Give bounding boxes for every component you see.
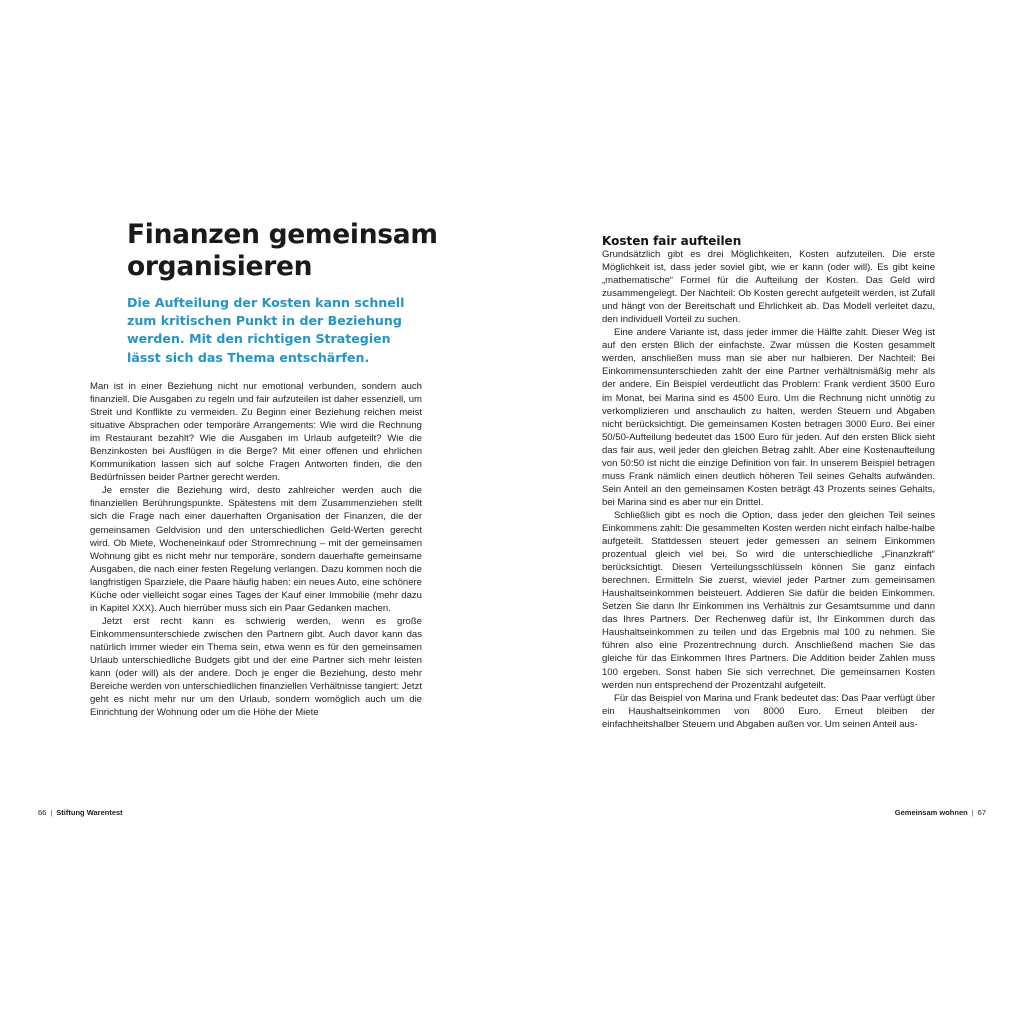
folio-publisher: Stiftung Warentest: [56, 808, 123, 817]
right-page: [512, 0, 1024, 1024]
body-paragraph: Je ernster die Beziehung wird, desto zahlreicher werden auch die finanziellen Berührungspunkte. Spätestens mit dem Zusammenziehen stellt sich die Frage nach einer dauerhaften Organisation der Finanzen, die der gemeinsamen Geldvision und den unterschiedlichen Geld-Werten gerecht wird. Ob Miete, Wocheneinkauf oder Stromrechnung – mit der gemeinsamen Wohnung gibt es nicht mehr nur temporäre, sondern dauerhafte gemeinsame Ausgaben, die nach einer festen Regelung verlangen. Dazu kommen noch die langfristigen Sparziele, die Paare häufig haben: ein neues Auto, eine schönere Küche oder vielleicht sogar eines Tages der Kauf einer Immobilie (mehr dazu in Kapitel XXX). Auch hierrüber muss sich ein Paar Gedanken machen.: [90, 485, 422, 614]
folio-separator: |: [50, 808, 53, 817]
folio-chapter: Gemeinsam wohnen: [894, 808, 968, 817]
chapter-title: Finanzen gemeinsam organisieren: [127, 219, 438, 282]
folio-separator: |: [971, 808, 974, 817]
page-number: 66: [38, 808, 47, 817]
body-paragraph: Man ist in einer Beziehung nicht nur emotional verbunden, sondern auch finanziell. Die Ausgaben zu regeln und fair aufzuteilen ist daher essenziell, um Streit und Konflikte zu vermeiden. Zu Beginn einer Beziehung reichen meist situative Absprachen oder temporäre Arrangements: Wie wird die Rechnung im Restaurant bezahlt? Wie die Ausgaben im Urlaub aufgeteilt? Wie die Benzinkosten bei Ausflügen in die Berge? Mit einer offenen und ehrlichen Kommunikation lassen sich auf solche Fragen Antworten finden, die den Bedürfnissen beider Partner gerecht werden.: [90, 381, 422, 484]
right-folio: [895, 808, 986, 818]
body-paragraph: Schließlich gibt es noch die Option, dass jeder den gleichen Teil seines Einkommens zahlt: Die gesammelten Kosten werden nicht einfach halbe-halbe aufgeteilt. Stattdessen steuert jeder gemessen an seinem Einkommen prozentual gleich viel bei. So wird die unterschiedliche „Finanzkraft“ berücksichtigt. Diesen Verteilungsschlüsseln können Sie ganz einfach berechnen. Ermitteln Sie zuerst, wieviel jeder Partner zum gemeinsamen Haushaltseinkommen beisteuert. Addieren Sie dafür die beiden Einkommen. Setzen Sie dann Ihr Einkommen ins Verhältnis zur Gesamtsumme und dann das Ihres Partners. Der Rechenweg dafür ist, Ihr Einkommen durch das Haushaltseinkommen zu teilen und das Ergebnis mal 100 zu nehmen. Sie führen also eine Prozentrechnung durch. Anschließend machen Sie das gleiche für das Einkommen Ihres Partners. Die Addition beider Zahlen muss 100 ergeben. Sonst haben Sie sich verrechnet. Die gemeinsamen Kosten werden nun entsprechend der Prozentzahl aufgeteilt.: [602, 509, 935, 691]
body-paragraph: Für das Beispiel von Marina und Frank bedeutet das: Das Paar verfügt über ein Haushaltseinkommen von 8000 Euro. Erneut bleiben der einfachheitshalber Steuern und Abgaben außen vor. Um seinen Anteil aus-: [602, 692, 935, 730]
left-body-column: [90, 380, 422, 719]
page-number: 67: [977, 808, 986, 817]
lead-paragraph: Die Aufteilung der Kosten kann schnell zum kritischen Punkt in der Beziehung werden. Mit den richtigen Strategien lässt sich das Thema entschärfen.: [127, 295, 405, 365]
left-folio: [38, 808, 123, 818]
body-paragraph: Jetzt erst recht kann es schwierig werden, wenn es große Einkommensunterschiede zwischen den Partnern gibt. Auch davor kann das natürlich immer wieder ein Thema sein, etwa wenn es für den gemeinsamen Urlaub unterschiedliche Budgets gibt und der eine Partner sich mehr leisten kann (oder will) als der andere. Doch je enger die Beziehung, desto mehr Bereiche werden von unterschiedlichen finanziellen Verhältnisse tangiert: Jetzt geht es nicht mehr nur um den Urlaub, sondern womöglich auch um die Einrichtung der Wohnung oder um die Höhe der Miete: [90, 615, 422, 719]
body-paragraph: Grundsätzlich gibt es drei Möglichkeiten, Kosten aufzuteilen. Die erste Möglichkeit ist, dass jeder soviel gibt, wie er kann (oder will). Es gibt keine „mathematische“ Formel für die Aufteilung der Kosten. Das Geld wird zusammengelegt. Der Nachteil: Ob Kosten gerecht aufgeteilt werden, ist Zufall und hängt von der Bereitschaft und Ehrlichkeit ab. Das Modell verleitet dazu, den individuell Vorteil zu suchen.: [602, 249, 935, 326]
section-subheading: Kosten fair aufteilen: [602, 234, 742, 248]
right-body-column: [602, 248, 935, 731]
body-paragraph: Eine andere Variante ist, dass jeder immer die Hälfte zahlt. Dieser Weg ist auf den ersten Blich der einfachste. Zwar müssen die Kosten gesammelt werden, anschließen muss man sie aber nur halbieren. Der Nachteil: Bei Einkommensunterschieden zahlt der eine Partner verhältnismäßig mehr als der andere. Ein Beispiel verdeutlicht das Problem: Frank verdient 3500 Euro im Monat, bei Marina sind es 4500 Euro. Um die Rechnung nicht unnötig zu verkomplizieren und anschaulich zu halten, werden Steuern und Abgaben nicht berücksichtigt. Die gemeinsamen Kosten betragen 3000 Euro. Bei einer 50/50-Aufteilung bedeutet das 1500 Euro für jeden. Auf den ersten Blick sieht das fair aus, weil jeder den gleichen Betrag zahlt. Aber eine Kostenaufteilung von 50:50 ist nicht die einzige Definition von fair. In unserem Beispiel betragen muss Frank nämlich einen deutlich höheren Teil seines Gehalts aufwänden. Sein Anteil an den gemeinsamen Kosten beträgt 43 Prozents seines Gehalts, bei Marina sind es aber nur ein Drittel.: [602, 327, 935, 508]
